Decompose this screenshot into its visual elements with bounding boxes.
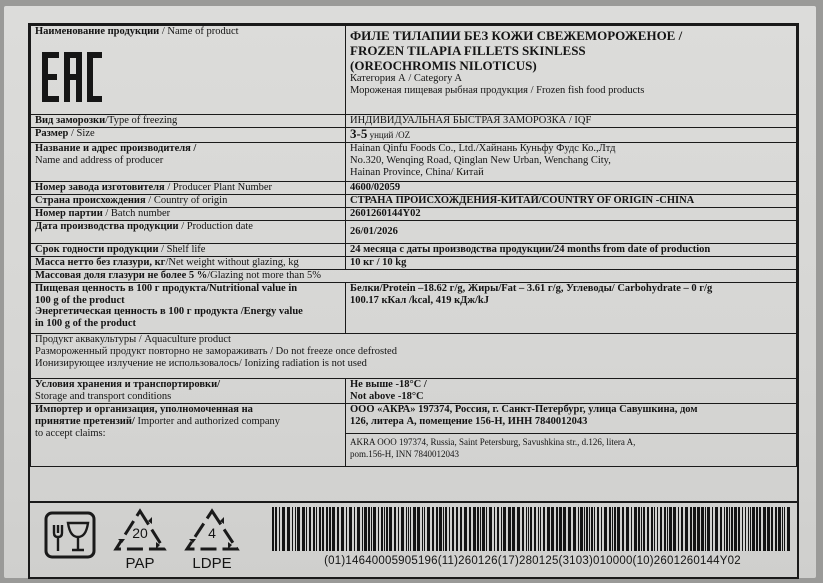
row-notes [31,334,797,379]
nutrition-label-2: 100 g of the product [35,294,125,306]
origin-label-en: / Country of origin [145,195,228,206]
storage-label-ru: Условия хранения и транспортировки/ [35,379,221,390]
recycle-ldpe-number: 4 [208,525,216,541]
freezing-value: ИНДИВИДУАЛЬНАЯ БЫСТРАЯ ЗАМОРОЗКА / IQF [346,115,797,128]
row-nutrition [31,283,797,334]
size-label-en: / Size [68,128,95,139]
row-glazing [31,270,797,283]
row-producer [31,143,797,182]
recycle-ldpe-icon [182,507,242,573]
net-weight-label-en: /Net weight without glazing, kg [165,257,299,268]
row-freezing [31,115,797,128]
recycle-pap-number: 20 [132,525,148,541]
plant-label-ru: Номер завода изготовителя [35,182,165,193]
importer-ru-line-2: 126, литера А, помещение 156-Н, ИНН 7840012043 [350,416,588,427]
producer-line-3: Hainan Province, China/ Китай [350,167,484,178]
product-label [28,23,799,579]
producer-line-2: No.320, Wenqing Road, Qinglan New Urban, Wenchang City, [350,155,611,166]
plant-label-en: / Producer Plant Number [164,182,273,193]
product-latin-name: (OREOCHROMIS NILOTICUS) [350,58,537,73]
importer-en-line-2: pom.156-H, INN 7840012043 [350,449,459,459]
recycle-pap-label: PAP [125,555,155,572]
energy-value: 100.17 кКал /kcal, 419 кДж/kJ [350,295,489,306]
note-no-refreeze: Размороженный продукт повторно не замораживать / Do not freeze once defrosted [35,346,397,357]
production-date-label-ru: Дата производства продукции [35,221,179,232]
note-aquaculture: Продукт аквакультуры / Aquaculture product [35,334,231,345]
size-label-ru: Размер [35,128,69,139]
size-unit: унций /OZ [367,130,411,140]
row-importer [31,404,797,467]
note-no-radiation: Ионизирующее излучение не использовалось/ Ionizing radiation is not used [35,358,367,369]
nutrition-label-1: Пищевая ценность в 100 г продукта/Nutritional value in [35,283,298,294]
origin-value: СТРАНА ПРОИСХОЖДЕНИЯ-КИТАЙ/COUNTRY OF ORIGIN -CHINA [346,195,797,208]
row-batch [31,208,797,221]
glazing-en: /Glazing not more than 5% [207,270,321,281]
production-date-value: 26/01/2026 [346,221,797,244]
row-storage [31,379,797,404]
batch-value: 2601260144Y02 [346,208,797,221]
plant-value: 4600/02059 [346,182,797,195]
glazing-ru: Массовая доля глазури не более 5 % [35,270,208,281]
freezing-label-en: /Type of freezing [105,115,178,126]
recycle-ldpe-label: LDPE [192,555,232,572]
size-value: 3-5 [350,127,368,141]
product-category: Категория А / Category A [350,73,462,84]
importer-label-3: to accept claims: [35,428,106,439]
recycle-pap-icon [112,507,168,573]
label-table [30,25,797,467]
storage-label-en: Storage and transport conditions [35,391,172,402]
food-contact-icon [44,511,98,561]
importer-en-line-1: AKRA OOO 197374, Russia, Saint Petersburg, Savushkina str., d.126, litera A, [350,437,636,447]
row-product-name [31,26,797,115]
row-origin [31,195,797,208]
product-type: Мороженая пищевая рыбная продукция / Frozen fish food products [350,85,645,96]
importer-label-1: Импортер и организация, уполномоченная на [35,404,253,415]
production-date-label-en: / Production date [178,221,253,232]
product-title-ru: ФИЛЕ ТИЛАПИИ БЕЗ КОЖИ СВЕЖЕМОРОЖЕНОЕ / [350,28,683,43]
eac-logo-icon [41,50,103,104]
row-size [31,128,797,143]
barcode-text: (01)14640005905196(11)260126(17)280125(3103)010000(10)2601260144Y02 [324,555,741,567]
barcode [270,507,795,569]
name-label-en: / Name of product [159,26,239,37]
shelf-life-label-ru: Срок годности продукции [35,244,159,255]
producer-label-en: Name and address of producer [35,155,164,166]
producer-label-ru: Название и адрес производителя / [35,143,197,154]
name-label-ru: Наименование продукции [35,26,160,37]
importer-label-2-en: Importer and authorized company [134,416,281,427]
name-value-cell [346,26,797,115]
origin-label-ru: Страна происхождения [35,195,146,206]
net-weight-label-ru: Масса нетто без глазури, кг [35,257,166,268]
shelf-life-label-en: / Shelf life [158,244,206,255]
importer-ru-line-1: ООО «АКРА» 197374, Россия, г. Санкт-Петербург, улица Савушкина, дом [350,404,698,415]
name-label-cell [31,26,346,115]
label-sheet [4,6,816,578]
row-shelf-life [31,244,797,257]
energy-label-2: in 100 g of the product [35,317,137,329]
batch-label-ru: Номер партии [35,208,103,219]
row-plant-number [31,182,797,195]
product-title-en: FROZEN TILAPIA FILLETS SKINLESS [350,43,586,58]
energy-label-1: Энергетическая ценность в 100 г продукта /Energy value [35,306,303,317]
net-weight-value: 10 кг / 10 kg [346,257,797,270]
importer-label-2: принятие претензий/ [35,416,135,427]
row-production-date [31,221,797,244]
label-footer [30,501,797,577]
barcode-bars-icon [270,507,795,553]
freezing-label-ru: Вид заморозки [35,115,106,126]
row-net-weight [31,257,797,270]
batch-label-en: / Batch number [102,208,171,219]
nutrition-value: Белки/Protein –18.62 г/g, Жиры/Fat – 3.61 г/g, Углеводы/ Carbohydrate – 0 г/g [350,283,713,294]
producer-line-1: Hainan Qinfu Foods Co., Ltd./Хайнань Куньфу Фудс Ко.,Лтд [350,143,616,154]
storage-value-ru: Не выше -18°С / [350,379,427,390]
storage-value-en: Not above -18°C [350,391,424,402]
shelf-life-value: 24 месяца с даты производства продукции/24 months from date of production [346,244,797,257]
